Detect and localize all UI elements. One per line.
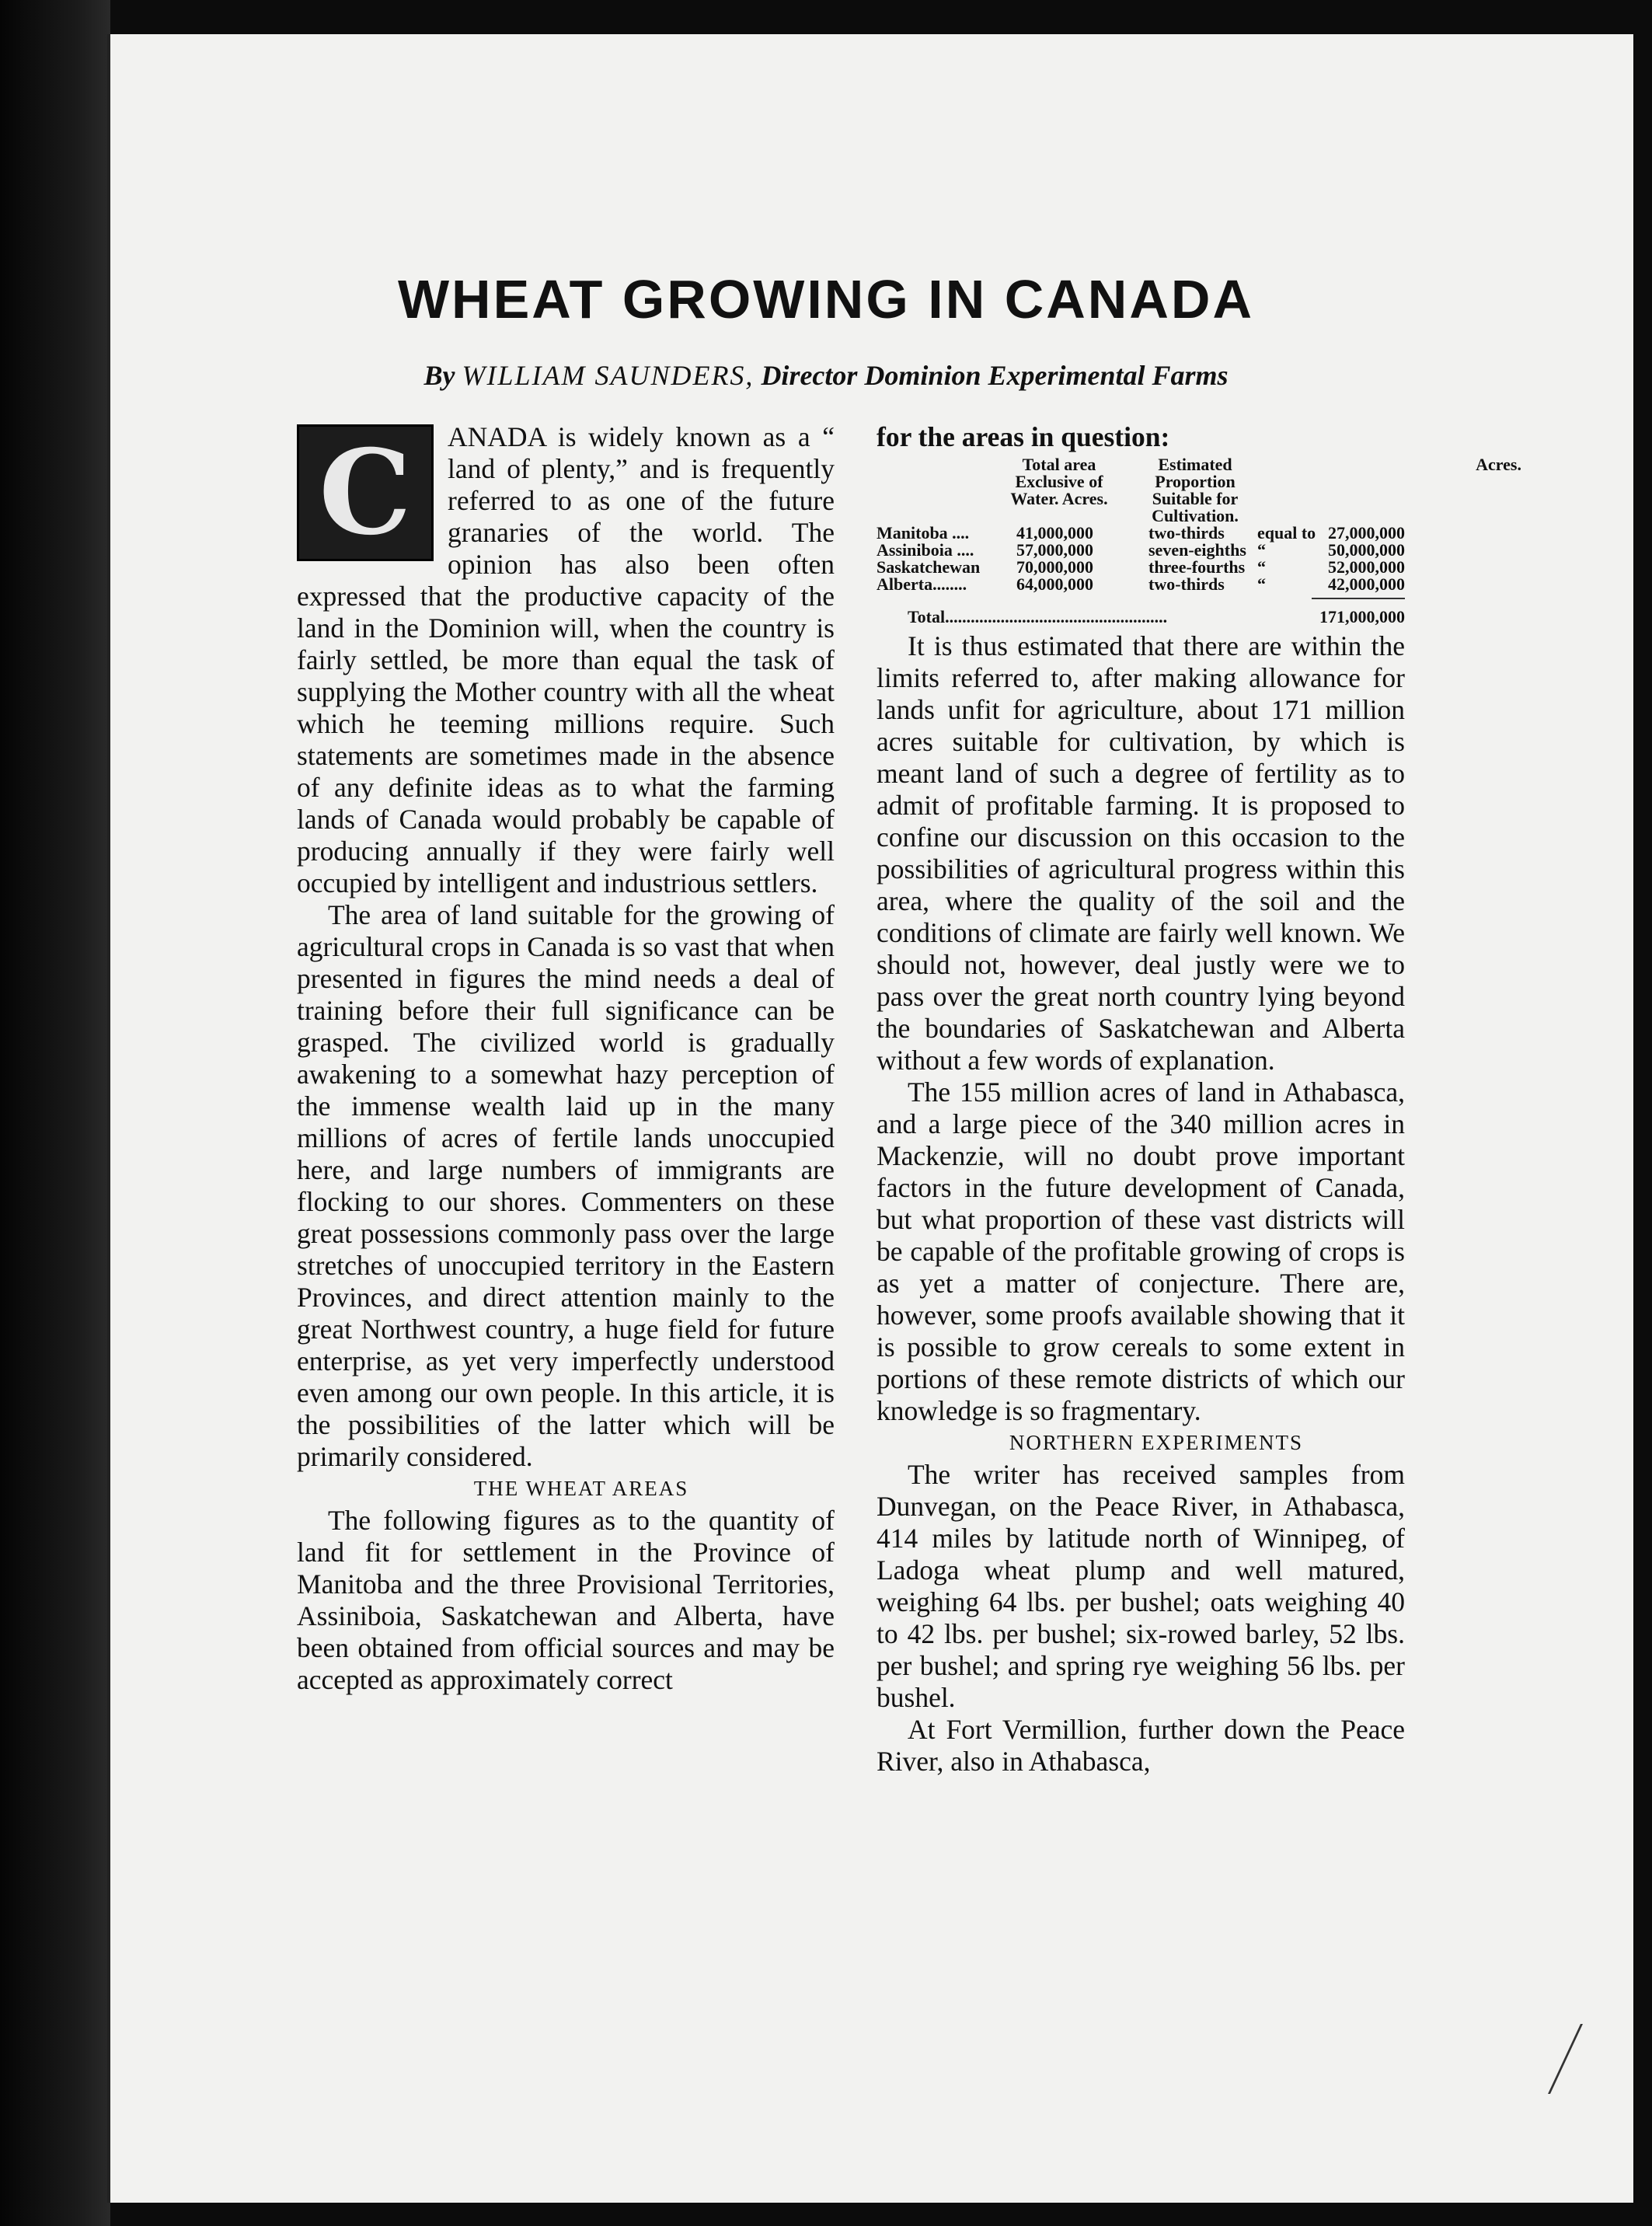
cell-eq: “ <box>1257 574 1266 594</box>
article-title: WHEAT GROWING IN CANADA <box>397 269 1255 330</box>
paragraph-land-area: The area of land suitable for the growing of agricultural crops in Canada is so vast that when presented in figures the mind needs a deal of training before their full significance can be grasped. The civilized world is gradually awakening to a somewhat hazy perception of the immense wealth laid up in the many millions of acres of fertile lands unoccupied here, and large numbers of immigrants are flocking to our shores. Commenters on these great possessions commonly pass over the large stretches of unoccupied territory in the Eastern Provinces, and direct attention mainly to the great Northwest country, a huge field for future enterprise, as yet very imperfectly understood even among our own people. In this article, it is the possibilities of the latter which will be primarily considered. <box>297 899 835 1472</box>
table-header <box>993 455 1521 525</box>
cell-region: Manitoba .... <box>877 523 970 543</box>
area-table <box>877 455 1521 626</box>
paragraph-fort-vermillion: At Fort Vermillion, further down the Peace River, also in Athabasca, <box>877 1714 1405 1777</box>
cell-total: 41,000,000 <box>1016 523 1093 543</box>
cell-proportion: seven-eighths <box>1148 540 1246 560</box>
header-blank <box>1265 456 1405 525</box>
cell-region: Alberta........ <box>877 574 967 594</box>
cell-acres: 52,000,000 <box>1328 557 1405 577</box>
byline <box>0 359 1652 392</box>
table-row <box>877 559 1405 576</box>
left-column <box>297 421 835 1696</box>
right-column <box>877 421 1521 1778</box>
table-row <box>877 576 1405 593</box>
total-label: Total.................................................... <box>908 607 1168 626</box>
byline-prefix: By <box>423 360 462 391</box>
paragraph-areas-intro: for the areas in question: <box>877 421 1170 452</box>
cell-region: Saskatchewan <box>877 557 981 577</box>
header-total-area: Total area Exclusive of Water. Acres. <box>1010 455 1108 508</box>
total-rule <box>1312 598 1405 599</box>
byline-role: Director Dominion Experimental Farms <box>754 360 1229 391</box>
cell-proportion: three-fourths <box>1148 557 1246 577</box>
section-heading-wheat-areas: THE WHEAT AREAS <box>473 1477 689 1500</box>
table-row <box>877 542 1405 559</box>
cell-total: 57,000,000 <box>1016 540 1093 560</box>
cell-eq: “ <box>1257 540 1266 560</box>
table-total <box>877 609 1405 626</box>
cell-region: Assiniboia .... <box>877 540 974 560</box>
byline-author: WILLIAM SAUNDERS, <box>462 360 755 391</box>
cell-eq: “ <box>1257 557 1266 577</box>
cell-eq: equal to <box>1257 523 1316 543</box>
header-acres: Acres. <box>1476 455 1521 474</box>
paragraph-figures: The following figures as to the quantity of land fit for settlement in the Province of Manitoba and the three Provisional Territories, Assiniboia, Saskatchewan and Alberta, have been obtained from official sources and may be accepted as approximately correct <box>297 1505 835 1695</box>
cell-acres: 27,000,000 <box>1328 523 1405 543</box>
table-row <box>877 525 1405 542</box>
total-value: 171,000,000 <box>1319 607 1405 626</box>
cell-total: 70,000,000 <box>1016 557 1093 577</box>
book-gutter <box>0 0 110 2226</box>
section-heading-northern: NORTHERN EXPERIMENTS <box>1009 1431 1304 1454</box>
paragraph-samples: The writer has received samples from Dunvegan, on the Peace River, in Athabasca, 414 miles by latitude north of Winnipeg, of Ladoga wheat plump and well matured, weighing 64 lbs. per bushel; oats weighing 40 to 42 lbs. per bushel; six-rowed barley, 52 lbs. per bushel; and spring rye weighing 56 lbs. per bushel. <box>877 1459 1405 1713</box>
paragraph-athabasca: The 155 million acres of land in Athabasca, and a large piece of the 340 million acres in Mackenzie, will no doubt prove important factors in the future development of Canada, but what proportion of these vast districts will be capable of the profitable growing of crops is as yet a matter of conjecture. There are, however, some proofs available showing that it is possible to grow cereals to some extent in portions of these remote districts of which our knowledge is so fragmentary. <box>877 1076 1405 1426</box>
cell-acres: 42,000,000 <box>1328 574 1405 594</box>
dropcap-ornament: C <box>297 424 434 561</box>
cell-proportion: two-thirds <box>1148 574 1225 594</box>
header-proportion: Estimated Proportion Suitable for Cultivation. <box>1152 455 1239 525</box>
paragraph-intro: ANADA is widely known as a “ land of plenty,” and is frequently referred to as one of the future granaries of the world. The opinion has also been often expressed that the productive capacity of the land in the Dominion will, when the country is fairly settled, be more than equal the task of supplying the Mother country with all the wheat which he teeming millions require. Such statements are sometimes made in the absence of any definite ideas as to what the farming lands of Canada would probably be capable of producing annually if they were fairly well occupied by intelligent and industrious settlers. <box>297 421 835 898</box>
paragraph-estimate: It is thus estimated that there are within the limits referred to, after making allowance for lands unfit for agriculture, about 171 million acres suitable for cultivation, by which is meant land of such a degree of fertility as to admit of profitable farming. It is proposed to confine our discussion on this occasion to the possibilities of agricultural progress within this area, where the quality of the soil and the conditions of climate are fairly well known. We should not, however, deal justly were we to pass over the great north country lying beyond the boundaries of Saskatchewan and Alberta without a few words of explanation. <box>877 630 1405 1076</box>
cell-acres: 50,000,000 <box>1328 540 1405 560</box>
cell-proportion: two-thirds <box>1148 523 1225 543</box>
cell-total: 64,000,000 <box>1016 574 1093 594</box>
